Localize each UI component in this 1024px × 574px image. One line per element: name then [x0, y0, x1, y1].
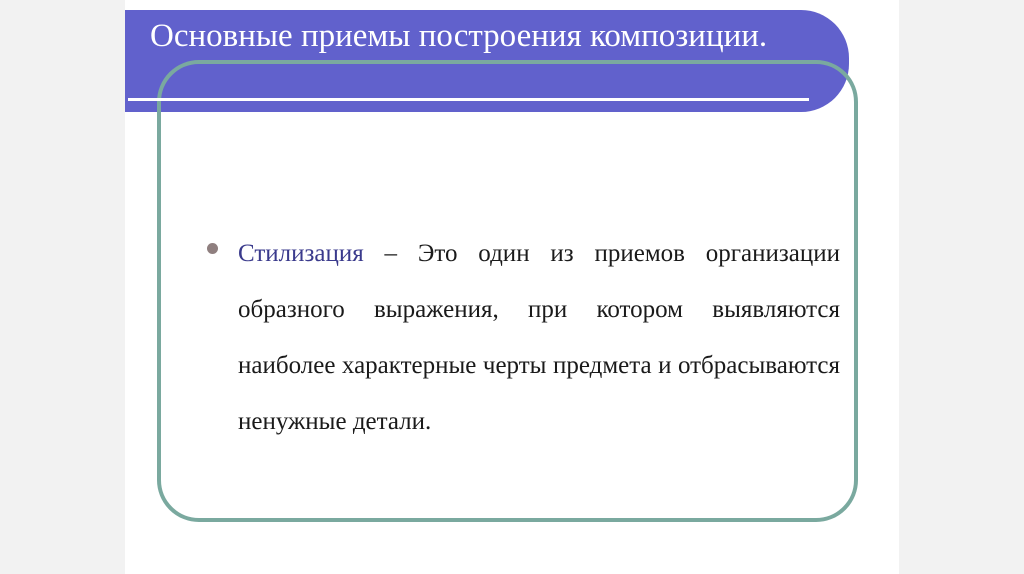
bullet-text: – Это один из приемов организации образного выражения, при котором выявляются наиболее характерные черты предмета и отбрасываются ненужные детали.: [238, 240, 840, 435]
bullet-dot-icon: [207, 243, 218, 254]
bullet-term: Стилизация: [238, 240, 364, 267]
title-underline: [128, 98, 809, 101]
bullet-paragraph: [238, 226, 840, 450]
slide-title: Основные приемы построения композиции.: [150, 18, 768, 54]
